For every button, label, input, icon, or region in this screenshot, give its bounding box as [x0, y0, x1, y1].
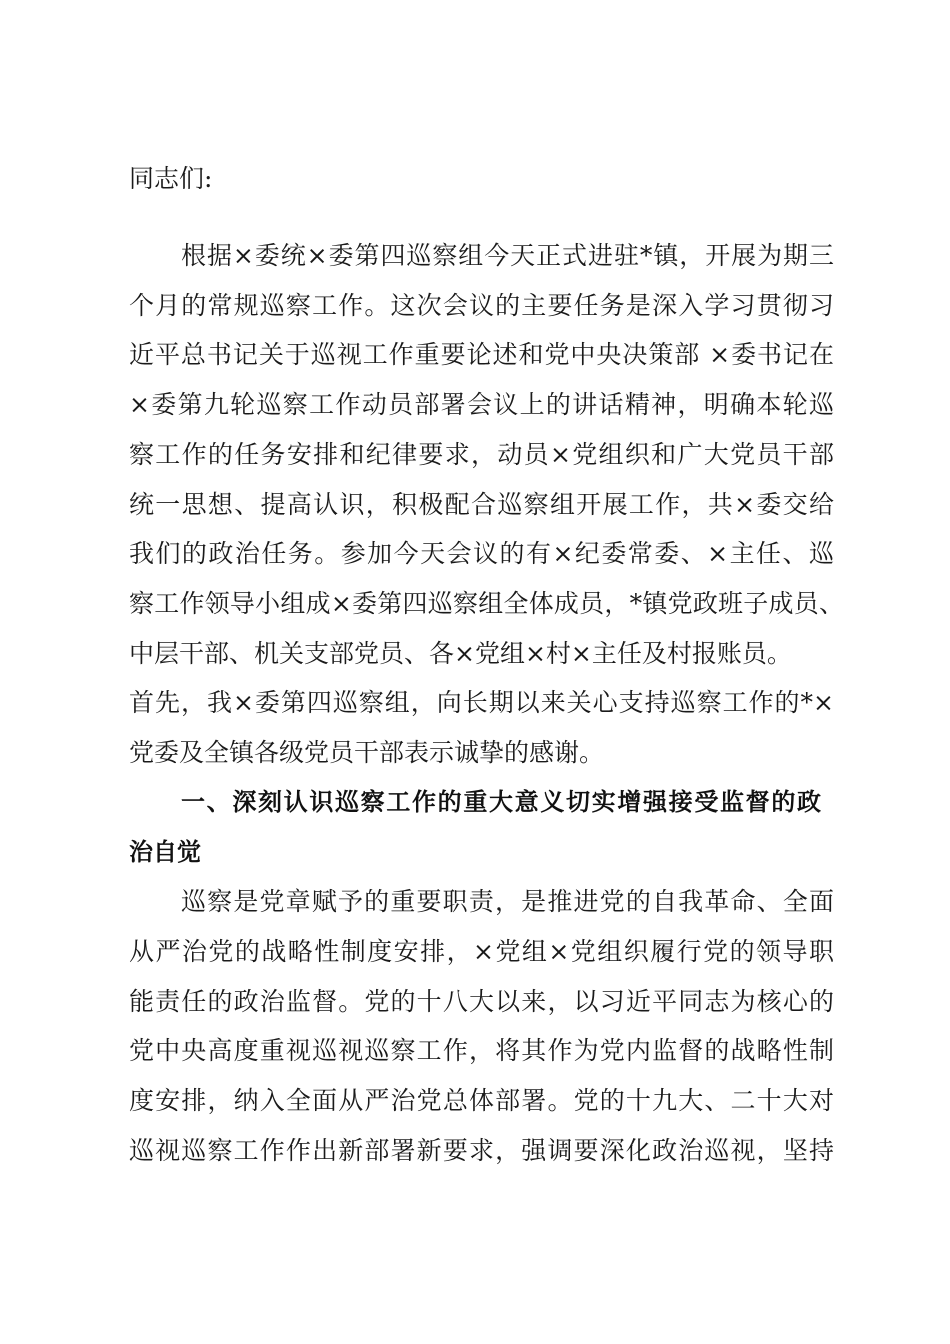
- section-heading: 一、深刻认识巡察工作的重大意义切实增强接受监督的政: [181, 788, 821, 816]
- paragraph-line: 党委及全镇各级党员干部表示诚挚的感谢。: [129, 738, 605, 767]
- paragraph-line: 根据×委统×委第四巡察组今天正式进驻*镇，开展为期三: [181, 241, 834, 270]
- paragraph-line: 察工作领导小组成×委第四巡察组全体成员，*镇党政班子成员、: [129, 589, 844, 618]
- paragraph-line: 个月的常规巡察工作。这次会议的主要任务是深入学习贯彻习: [129, 291, 834, 320]
- paragraph-line: 党中央高度重视巡视巡察工作，将其作为党内监督的战略性制: [129, 1036, 834, 1065]
- paragraph-line: ×委第九轮巡察工作动员部署会议上的讲话精神，明确本轮巡: [129, 390, 834, 419]
- paragraph-line: 巡察是党章赋予的重要职责，是推进党的自我革命、全面: [181, 887, 834, 916]
- section-heading: 治自觉: [129, 838, 201, 866]
- paragraph-line: 统一思想、提高认识，积极配合巡察组开展工作，共×委交给: [129, 490, 834, 519]
- paragraph-line: 近平总书记关于巡视工作重要论述和党中央决策部 ×委书记在: [129, 340, 834, 369]
- paragraph-line: 从严治党的战略性制度安排，×党组×党组织履行党的领导职: [129, 937, 834, 966]
- paragraph-line: 能责任的政治监督。党的十八大以来，以习近平同志为核心的: [129, 987, 834, 1016]
- paragraph-line: 察工作的任务安排和纪律要求，动员×党组织和广大党员干部: [129, 440, 834, 469]
- salutation: 同志们:: [129, 164, 213, 193]
- paragraph-line: 我们的政治任务。参加今天会议的有×纪委常委、×主任、巡: [129, 539, 834, 568]
- paragraph-line: 中层干部、机关支部党员、各×党组×村×主任及村报账员。: [129, 639, 792, 668]
- paragraph-line: 巡视巡察工作作出新部署新要求，强调要深化政治巡视，坚持: [129, 1136, 834, 1165]
- paragraph-line: 度安排，纳入全面从严治党总体部署。党的十九大、二十大对: [129, 1086, 834, 1115]
- paragraph-line: 首先，我×委第四巡察组，向长期以来关心支持巡察工作的*×: [129, 688, 834, 717]
